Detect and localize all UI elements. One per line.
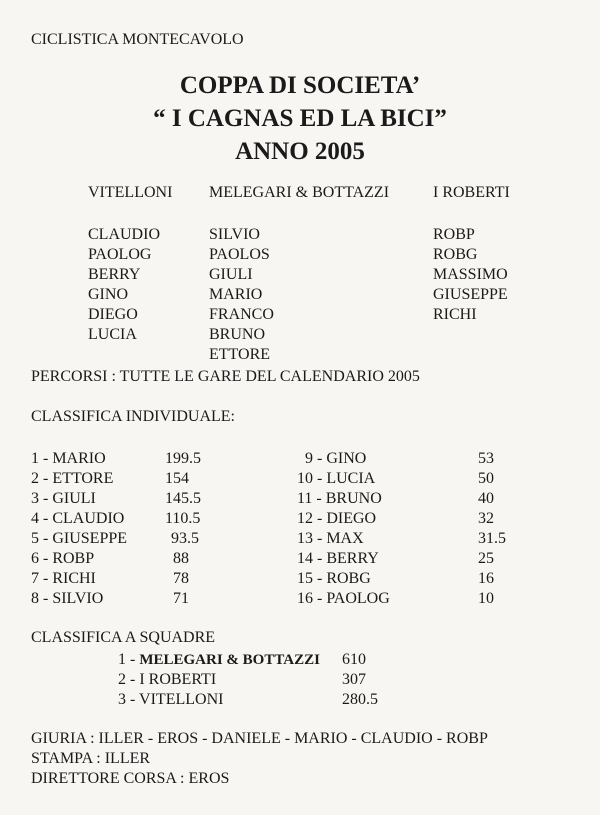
team-member: FRANCO xyxy=(209,306,274,323)
ranking-position: 9 - GINO xyxy=(305,450,367,467)
ranking-position: 13 - MAX xyxy=(297,530,364,547)
team-ranking-list xyxy=(118,650,320,710)
club-name: CICLISTICA MONTECAVOLO xyxy=(31,31,244,48)
ranking-points: 88 xyxy=(173,550,189,567)
ranking-points: 53 xyxy=(478,450,494,467)
team-member: BRUNO xyxy=(209,326,266,343)
title-line-3: ANNO 2005 xyxy=(235,138,365,165)
team-ranking-position: 2 - xyxy=(118,671,136,688)
ranking-points: 78 xyxy=(173,570,189,587)
team-member: GIUSEPPE xyxy=(433,286,508,303)
team-member: ROBG xyxy=(433,246,478,263)
ranking-position: 10 - LUCIA xyxy=(297,470,376,487)
ranking-points: 145.5 xyxy=(165,490,201,507)
ranking-points: 93.5 xyxy=(171,530,199,547)
individual-ranking-right-names xyxy=(297,449,390,609)
direttore-line: DIRETTORE CORSA : EROS xyxy=(31,770,230,787)
ranking-position: 1 - MARIO xyxy=(31,450,106,467)
team-ranking-name: I ROBERTI xyxy=(139,671,217,688)
team-member: CLAUDIO xyxy=(88,226,160,243)
team-members-roberti xyxy=(433,225,508,325)
ranking-points: 25 xyxy=(478,550,494,567)
team-member: ROBP xyxy=(433,226,475,243)
team-member: SILVIO xyxy=(209,226,260,243)
ranking-position: 11 - BRUNO xyxy=(297,490,382,507)
ranking-points: 50 xyxy=(478,470,494,487)
ranking-position: 6 - ROBP xyxy=(31,550,95,567)
ranking-points: 31.5 xyxy=(478,530,506,547)
team-ranking-heading: CLASSIFICA A SQUADRE xyxy=(31,629,216,646)
ranking-points: 40 xyxy=(478,490,494,507)
ranking-position: 2 - ETTORE xyxy=(31,470,114,487)
team-member: MARIO xyxy=(209,286,263,303)
team-member: MASSIMO xyxy=(433,266,508,283)
individual-ranking-right-points xyxy=(478,449,506,609)
ranking-points: 154 xyxy=(165,470,189,487)
individual-heading: CLASSIFICA INDIVIDUALE: xyxy=(31,408,235,425)
ranking-points: 71 xyxy=(173,590,189,607)
team-member: BERRY xyxy=(88,266,141,283)
ranking-points: 16 xyxy=(478,570,494,587)
ranking-points: 32 xyxy=(478,510,494,527)
team-name-roberti: I ROBERTI xyxy=(433,184,510,201)
team-ranking-pts: 307 xyxy=(342,671,366,688)
team-member: ETTORE xyxy=(209,346,271,363)
team-ranking-points xyxy=(342,650,378,710)
team-name-vitelloni: VITELLONI xyxy=(88,184,173,201)
giuria-line: GIURIA : ILLER - EROS - DANIELE - MARIO - CLAUDIO - ROBP xyxy=(31,730,488,747)
ranking-position: 15 - ROBG xyxy=(297,570,371,587)
team-ranking-position: 3 - xyxy=(118,691,136,708)
team-ranking-pts: 280.5 xyxy=(342,691,378,708)
team-member: PAOLOS xyxy=(209,246,270,263)
team-member: RICHI xyxy=(433,306,477,323)
ranking-position: 5 - GIUSEPPE xyxy=(31,530,128,547)
team-member: PAOLOG xyxy=(88,246,152,263)
ranking-points: 110.5 xyxy=(165,510,201,527)
ranking-position: 8 - SILVIO xyxy=(31,590,104,607)
team-ranking-position: 1 - xyxy=(118,651,136,668)
ranking-points: 199.5 xyxy=(165,450,201,467)
stampa-line: STAMPA : ILLER xyxy=(31,750,151,767)
team-member: GINO xyxy=(88,286,128,303)
team-members-melegari xyxy=(209,225,274,365)
ranking-position: 4 - CLAUDIO xyxy=(31,510,125,527)
individual-ranking-left-names xyxy=(31,449,127,609)
ranking-position: 16 - PAOLOG xyxy=(297,590,390,607)
team-name-melegari: MELEGARI & BOTTAZZI xyxy=(209,184,390,201)
team-members-vitelloni xyxy=(88,225,160,345)
percorsi-line: PERCORSI : TUTTE LE GARE DEL CALENDARIO 2005 xyxy=(31,368,420,385)
team-ranking-pts: 610 xyxy=(342,651,366,668)
team-member: GIULI xyxy=(209,266,253,283)
team-member: DIEGO xyxy=(88,306,138,323)
title-line-2: “ I CAGNAS ED LA BICI” xyxy=(153,105,447,132)
title-line-1: COPPA DI SOCIETA’ xyxy=(179,72,421,99)
ranking-position: 12 - DIEGO xyxy=(297,510,377,527)
team-member: LUCIA xyxy=(88,326,137,343)
team-ranking-row xyxy=(118,690,320,710)
ranking-position: 3 - GIULI xyxy=(31,490,96,507)
team-ranking-name: VITELLONI xyxy=(139,691,224,708)
ranking-points: 10 xyxy=(478,590,494,607)
individual-ranking-left-points xyxy=(165,449,201,609)
ranking-position: 14 - BERRY xyxy=(297,550,379,567)
team-ranking-name: MELEGARI & BOTTAZZI xyxy=(139,652,320,668)
team-ranking-row xyxy=(118,670,320,690)
ranking-position: 7 - RICHI xyxy=(31,570,96,587)
team-ranking-row xyxy=(118,650,320,670)
